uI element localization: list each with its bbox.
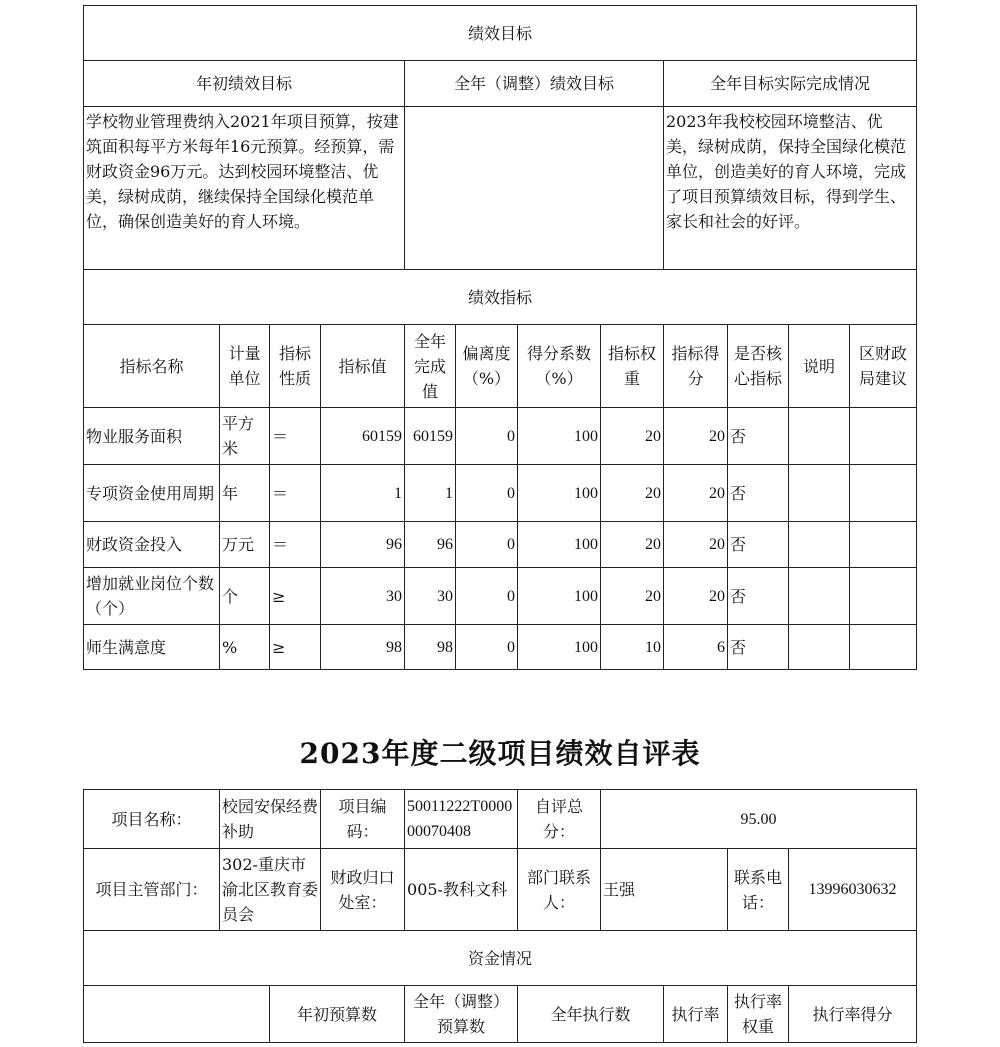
col-header-nature: 指标性质 [270, 325, 321, 408]
indicator-value: 60159 [321, 408, 405, 465]
phone-label: 联系电话： [728, 849, 789, 931]
col-header-note: 说明 [789, 325, 850, 408]
indicator-done: 96 [405, 522, 456, 568]
col-header-unit: 计量单位 [220, 325, 270, 408]
indicator-core: 否 [728, 465, 789, 522]
indicator-coefficient: 100 [518, 408, 601, 465]
indicator-note [789, 408, 850, 465]
funds-header-row [84, 986, 917, 1043]
indicator-weight: 20 [601, 408, 664, 465]
project-name-label: 项目名称： [84, 790, 220, 849]
funds-header-adjusted-budget: 全年（调整）预算数 [405, 986, 518, 1043]
indicator-deviation: 0 [456, 522, 518, 568]
indicator-value: 1 [321, 465, 405, 522]
indicator-name: 增加就业岗位个数（个） [84, 568, 220, 625]
performance-table [83, 5, 917, 670]
indicator-unit: 万元 [220, 522, 270, 568]
indicator-name: 财政资金投入 [84, 522, 220, 568]
indicator-note [789, 465, 850, 522]
indicator-unit: % [220, 625, 270, 670]
indicator-done: 1 [405, 465, 456, 522]
self-score-label: 自评总分： [518, 790, 601, 849]
col-header-coefficient: 得分系数（%） [518, 325, 601, 408]
table-row [84, 625, 917, 670]
indicator-nature: ＝ [270, 522, 321, 568]
indicator-nature: ＝ [270, 465, 321, 522]
indicator-unit: 个 [220, 568, 270, 625]
goal-header-adjusted: 全年（调整）绩效目标 [405, 61, 664, 107]
indicator-score: 20 [664, 568, 728, 625]
col-header-deviation: 偏离度（%） [456, 325, 518, 408]
goal-header-actual: 全年目标实际完成情况 [664, 61, 917, 107]
indicator-nature: ＝ [270, 408, 321, 465]
goal-adjusted-text [405, 107, 664, 270]
table-row [84, 465, 917, 522]
indicator-value: 98 [321, 625, 405, 670]
indicator-deviation: 0 [456, 465, 518, 522]
indicator-coefficient: 100 [518, 568, 601, 625]
project-code-value: 50011222T000000070408 [405, 790, 518, 849]
indicator-weight: 10 [601, 625, 664, 670]
indicator-nature: ≥ [270, 625, 321, 670]
indicator-core: 否 [728, 568, 789, 625]
goal-initial-text: 学校物业管理费纳入2021年项目预算，按建筑面积每平方米每年16元预算。经预算，需财政资金96万元。达到校园环境整洁、优美，绿树成荫，继续保持全国绿化模范单位，确保创造美好的育人环境。 [84, 107, 405, 270]
indicator-value: 30 [321, 568, 405, 625]
indicator-note [789, 522, 850, 568]
indicator-coefficient: 100 [518, 625, 601, 670]
indicator-value: 96 [321, 522, 405, 568]
indicator-unit: 平方米 [220, 408, 270, 465]
indicator-advice [850, 465, 917, 522]
col-header-done: 全年完成值 [405, 325, 456, 408]
indicator-coefficient: 100 [518, 465, 601, 522]
col-header-score: 指标得分 [664, 325, 728, 408]
table-row [84, 522, 917, 568]
contact-value: 王强 [601, 849, 728, 931]
funds-header-exec-rate: 执行率 [664, 986, 728, 1043]
finance-office-value: 005-教科文科 [405, 849, 518, 931]
indicator-note [789, 625, 850, 670]
col-header-weight: 指标权重 [601, 325, 664, 408]
indicators-section-header: 绩效指标 [84, 270, 917, 325]
indicator-nature: ≥ [270, 568, 321, 625]
table-row [84, 568, 917, 625]
department-value: 302-重庆市渝北区教育委员会 [220, 849, 321, 931]
indicator-note [789, 568, 850, 625]
col-header-core: 是否核心指标 [728, 325, 789, 408]
funds-section-header: 资金情况 [84, 931, 917, 986]
indicator-score: 20 [664, 522, 728, 568]
phone-value: 13996030632 [789, 849, 917, 931]
contact-label: 部门联系人： [518, 849, 601, 931]
indicator-core: 否 [728, 408, 789, 465]
indicator-weight: 20 [601, 522, 664, 568]
indicator-score: 20 [664, 408, 728, 465]
finance-office-label: 财政归口处室： [321, 849, 405, 931]
col-header-name: 指标名称 [84, 325, 220, 408]
project-name-value: 校园安保经费补助 [220, 790, 321, 849]
funds-header-blank [84, 986, 270, 1043]
goal-actual-text: 2023年我校校园环境整洁、优美，绿树成荫，保持全国绿化模范单位，创造美好的育人环境，完成了项目预算绩效目标，得到学生、家长和社会的好评。 [664, 107, 917, 270]
indicator-header-row [84, 325, 917, 408]
indicator-name: 专项资金使用周期 [84, 465, 220, 522]
project-code-label: 项目编码： [321, 790, 405, 849]
col-header-value: 指标值 [321, 325, 405, 408]
indicator-advice [850, 522, 917, 568]
indicator-core: 否 [728, 625, 789, 670]
indicator-weight: 20 [601, 465, 664, 522]
indicator-advice [850, 568, 917, 625]
indicator-done: 30 [405, 568, 456, 625]
self-score-value: 95.00 [601, 790, 917, 849]
funds-header-rate-weight: 执行率权重 [728, 986, 789, 1043]
indicator-done: 98 [405, 625, 456, 670]
indicator-advice [850, 408, 917, 465]
indicator-deviation: 0 [456, 625, 518, 670]
project-info-table [83, 789, 917, 1043]
indicator-score: 6 [664, 625, 728, 670]
department-label: 项目主管部门： [84, 849, 220, 931]
funds-header-rate-score: 执行率得分 [789, 986, 917, 1043]
indicator-weight: 20 [601, 568, 664, 625]
indicator-score: 20 [664, 465, 728, 522]
col-header-advice: 区财政局建议 [850, 325, 917, 408]
section-title: 2023年度二级项目绩效自评表 [299, 737, 701, 770]
indicator-core: 否 [728, 522, 789, 568]
indicator-coefficient: 100 [518, 522, 601, 568]
funds-header-initial-budget: 年初预算数 [270, 986, 405, 1043]
goals-section-header: 绩效目标 [84, 6, 917, 61]
indicator-advice [850, 625, 917, 670]
indicator-name: 物业服务面积 [84, 408, 220, 465]
indicator-done: 60159 [405, 408, 456, 465]
indicator-unit: 年 [220, 465, 270, 522]
goal-header-initial: 年初绩效目标 [84, 61, 405, 107]
indicator-deviation: 0 [456, 408, 518, 465]
funds-header-executed: 全年执行数 [518, 986, 664, 1043]
indicator-name: 师生满意度 [84, 625, 220, 670]
indicator-deviation: 0 [456, 568, 518, 625]
table-row [84, 408, 917, 465]
